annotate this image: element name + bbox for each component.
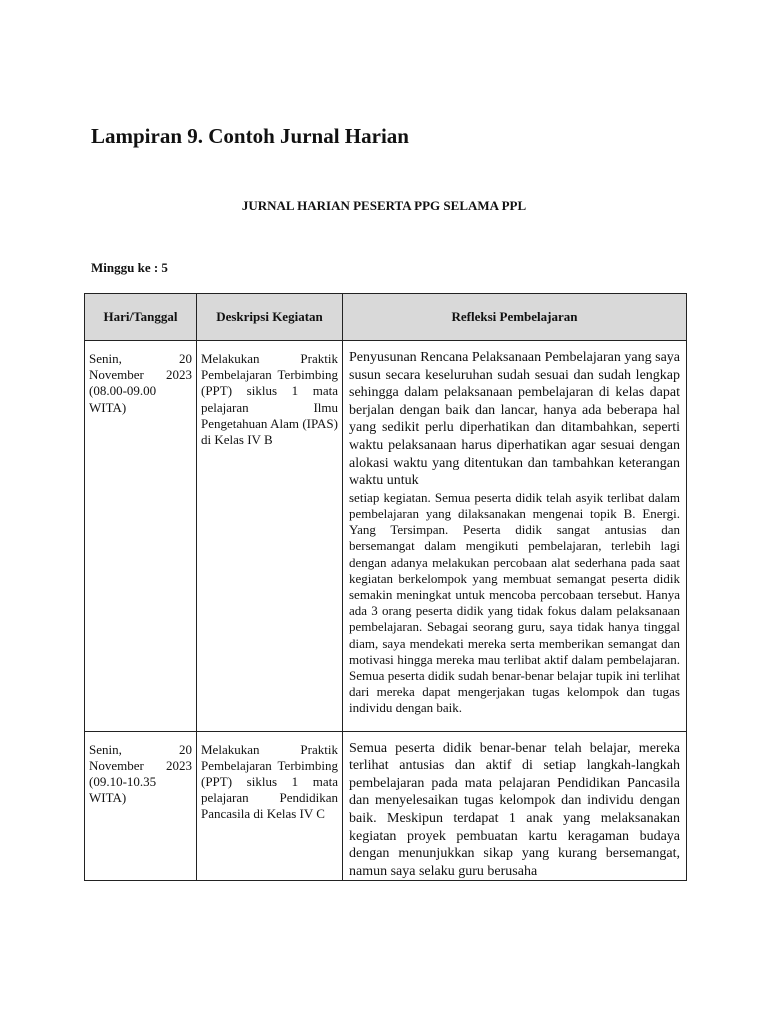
activity-cell: Melakukan Praktik Pembelajaran Terbimbing (PPT) siklus 1 mata pelajaran Ilmu Pengetahuan Alam (IPAS) di Kelas IV B bbox=[197, 341, 343, 732]
week-label: Minggu ke : 5 bbox=[91, 260, 168, 275]
journal-heading: JURNAL HARIAN PESERTA PPG SELAMA PPL bbox=[241, 198, 527, 213]
table-row bbox=[85, 341, 687, 732]
header-date: Hari/Tanggal bbox=[85, 294, 197, 341]
reflection-lead: Semua peserta didik benar-benar telah belajar, mereka terlihat antusias dan aktif di setiap langkah-langkah pembelajaran pada mata pelajaran Pendidikan Pancasila dan menyelesaikan tugas kelompok dan individu dengan baik. Meskipun terdapat 1 anak yang melaksanakan kegiatan proyek pembuatan kartu keragaman budaya dengan menunjukkan sikap yang kurang bersemangat, namun saya selaku guru berusaha bbox=[349, 740, 680, 879]
reflection-cell bbox=[343, 731, 687, 881]
page-title: Lampiran 9. Contoh Jurnal Harian bbox=[91, 124, 409, 148]
reflection-lead: Penyusunan Rencana Pelaksanaan Pembelajaran yang saya susun secara keseluruhan sudah sesuai dan sudah lengkap sehingga dalam pelaksanaan pembelajaran di kelas dapat berjalan dengan baik dan lancar, hanya ada beberapa hal yang sedikit perlu diperhatikan dan ditambahkan, seperti waktu pelaksanaan harus diperhatikan agar sesuai dengan alokasi waktu yang ditentukan dan tambahkan keterangan waktu untuk bbox=[349, 350, 680, 489]
date-cell: Senin, 20 November 2023 (09.10-10.35 WITA) bbox=[85, 731, 197, 881]
header-activity: Deskripsi Kegiatan bbox=[197, 294, 343, 341]
reflection-rest: setiap kegiatan. Semua peserta didik telah asyik terlibat dalam pembelajaran yang dilaksanakan mengenai topik B. Energi. Yang Tersimpan. Peserta didik sangat antusias dan bersemangat dalam mengikuti pembelajaran, terlebih lagi dengan adanya melakukan percobaan alat sederhana pada saat kegiatan berkelompok yang membuat semangat peserta didik semakin meningkat untuk mencoba percobaan tersebut. Hanya ada 3 orang peserta didik yang tidak fokus dalam pelaksanaan pembelajaran. Sebagai seorang guru, saya tidak hanya tinggal diam, saya mendekati mereka serta memberikan semangat dan motivasi hingga mereka mau terlibat aktif dalam pembelajaran. Semua peserta didik sudah benar-benar belajar tupik ini terlihat dari mereka dapat mengerjakan tugas kelompok dan tugas individu dengan baik. bbox=[349, 489, 680, 716]
table-header-row bbox=[85, 294, 687, 341]
activity-cell: Melakukan Praktik Pembelajaran Terbimbing (PPT) siklus 1 mata pelajaran Pendidikan Pancasila di Kelas IV C bbox=[197, 731, 343, 881]
table-row bbox=[85, 731, 687, 881]
header-reflection: Refleksi Pembelajaran bbox=[343, 294, 687, 341]
reflection-cell bbox=[343, 341, 687, 732]
journal-table bbox=[84, 293, 687, 881]
date-cell: Senin, 20 November 2023 (08.00-09.00 WITA) bbox=[85, 341, 197, 732]
